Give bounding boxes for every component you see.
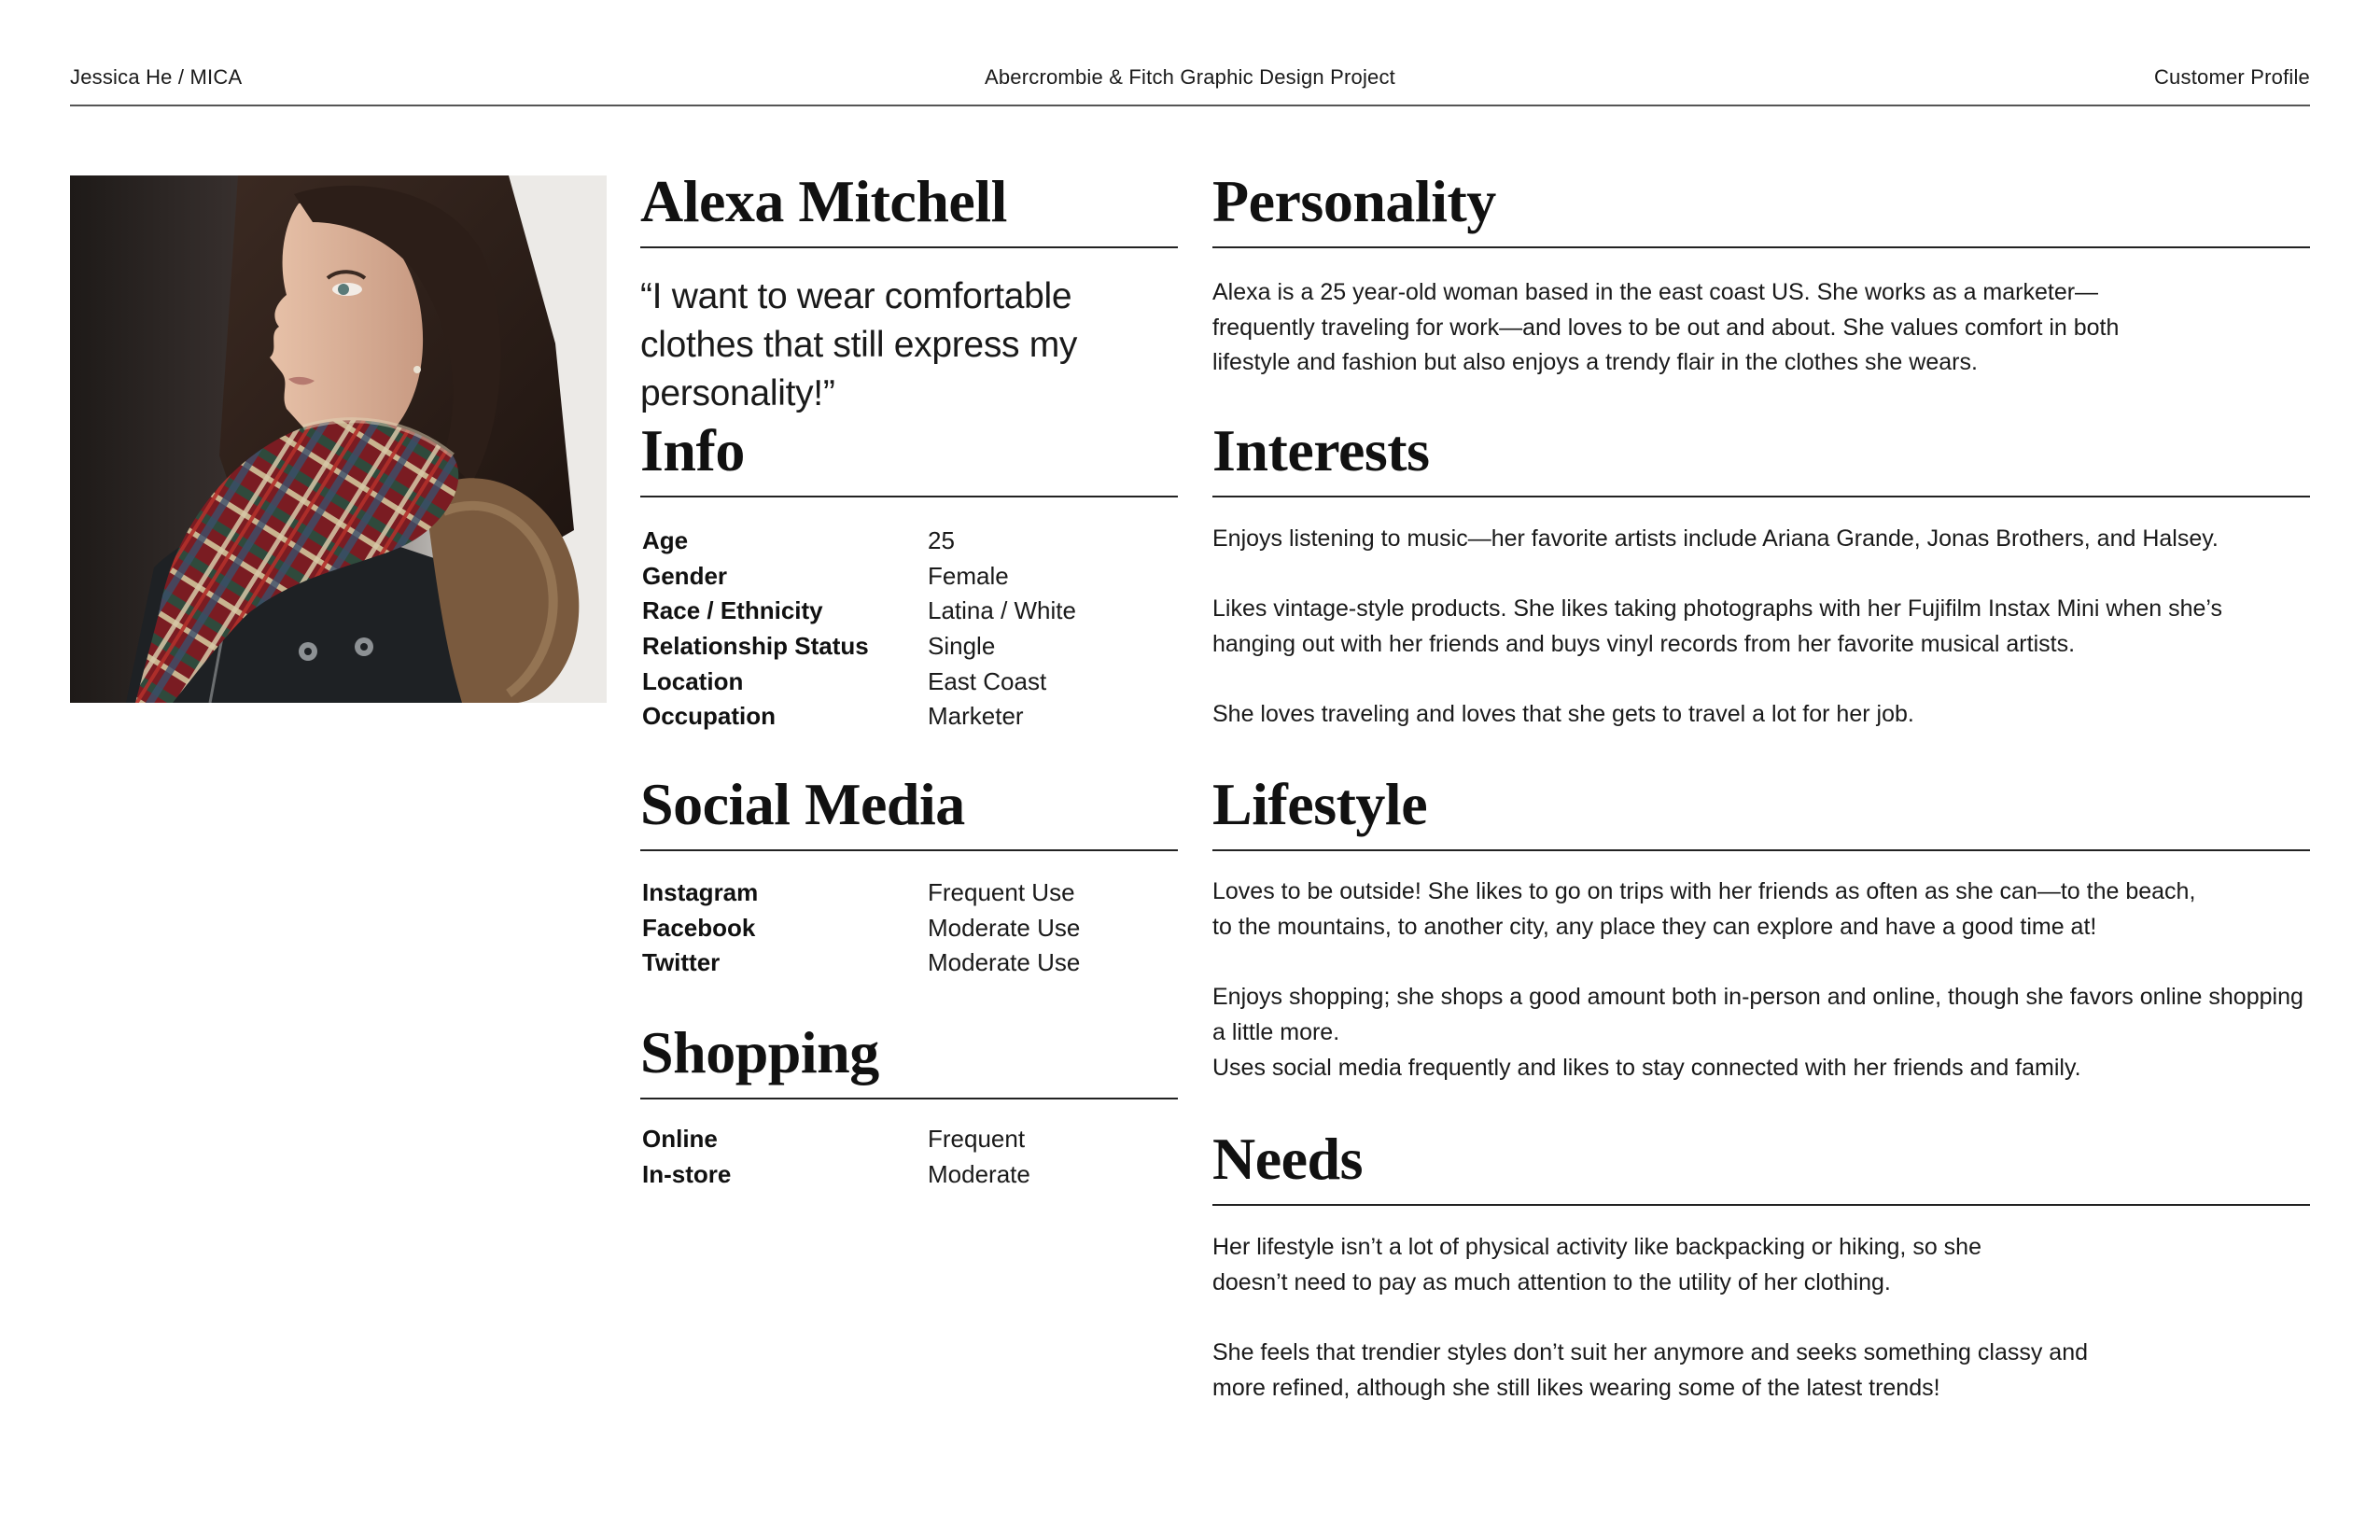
interests-paragraph: She loves traveling and loves that she gets to travel a lot for her job. <box>1212 701 1914 727</box>
social-media-table <box>642 875 1178 981</box>
personality-paragraph: Alexa is a 25 year-old woman based in the east coast US. She works as a marketer— frequently traveling for work—and loves to be out and about. She values comfort in both lifestyle and fashion but also enjoys a trendy flair in the clothes she wears. <box>1212 279 2120 376</box>
info-row-gender <box>642 559 1178 595</box>
social-value: Moderate Use <box>928 913 1081 942</box>
social-value: Moderate Use <box>928 948 1081 977</box>
info-label: Age <box>642 526 689 554</box>
info-label: Location <box>642 666 744 695</box>
info-row-occupation <box>642 699 1178 735</box>
shopping-heading: Shopping <box>640 1023 1178 1099</box>
social-label: Instagram <box>642 878 759 906</box>
persona-name: Alexa Mitchell <box>640 172 1178 248</box>
info-label: Race / Ethnicity <box>642 596 823 625</box>
profile-photo <box>70 175 607 703</box>
info-value: Latina / White <box>928 596 1076 625</box>
needs-paragraph: She feels that trendier styles don’t suit her anymore and seeks something classy and more refined, although she still likes wearing some of the latest trends! <box>1212 1339 2089 1401</box>
project-title: Abercrombie & Fitch Graphic Design Project <box>984 65 1395 89</box>
info-label: Gender <box>642 561 728 590</box>
persona-quote: “I want to wear comfortable clothes that still express my personality!” <box>640 276 1078 413</box>
needs-heading: Needs <box>1212 1129 2310 1206</box>
info-value: Female <box>928 561 1009 590</box>
lifestyle-heading: Lifestyle <box>1212 775 2310 851</box>
info-table <box>642 524 1178 735</box>
interests-heading: Interests <box>1212 421 2310 497</box>
social-label: Facebook <box>642 913 756 942</box>
info-value: 25 <box>928 526 955 554</box>
interests-paragraph: Likes vintage-style products. She likes taking photographs with her Fujifilm Instax Mini when she’s hanging out with her friends and buys vinyl records from her favorite musical artists. <box>1212 595 2223 657</box>
document-type: Customer Profile <box>2153 65 2310 89</box>
info-row-ethnicity <box>642 594 1178 629</box>
info-row-location <box>642 665 1178 700</box>
social-value: Frequent Use <box>928 878 1075 906</box>
info-label: Occupation <box>642 702 777 731</box>
shopping-table <box>642 1122 1178 1192</box>
shopping-label: Online <box>642 1125 718 1153</box>
info-row-age <box>642 524 1178 559</box>
info-row-relationship <box>642 629 1178 665</box>
info-value: East Coast <box>928 666 1047 695</box>
lifestyle-paragraph: Loves to be outside! She likes to go on trips with her friends as often as she can—to the beach, to the mountains, to another city, any place they can explore and have a good time at! <box>1212 878 2196 940</box>
author-credit: Jessica He / MICA <box>70 65 243 89</box>
info-label: Relationship Status <box>642 632 869 661</box>
personality-heading: Personality <box>1212 172 2310 248</box>
info-heading: Info <box>640 421 1178 497</box>
info-value: Single <box>928 632 996 661</box>
interests-paragraph: Enjoys listening to music—her favorite artists include Ariana Grande, Jonas Brothers, and Halsey. <box>1212 525 2219 552</box>
social-label: Twitter <box>642 948 721 977</box>
page-header <box>70 63 2310 106</box>
social-row-instagram <box>642 875 1178 911</box>
social-row-facebook <box>642 911 1178 946</box>
lifestyle-paragraph: Enjoys shopping; she shops a good amount both in-person and online, though she favors online shopping a little more. <box>1212 984 2303 1045</box>
shopping-value: Moderate <box>928 1159 1030 1188</box>
social-row-twitter <box>642 945 1178 981</box>
lifestyle-paragraph: Uses social media frequently and likes to stay connected with her friends and family. <box>1212 1055 2081 1081</box>
shopping-row-online <box>642 1122 1178 1157</box>
needs-paragraph: Her lifestyle isn’t a lot of physical activity like backpacking or hiking, so she doesn’t need to pay as much attention to the utility of her clothing. <box>1212 1234 1981 1295</box>
social-media-heading: Social Media <box>640 775 1178 851</box>
shopping-label: In-store <box>642 1159 732 1188</box>
shopping-value: Frequent <box>928 1125 1026 1153</box>
info-value: Marketer <box>928 702 1024 731</box>
shopping-row-instore <box>642 1157 1178 1193</box>
